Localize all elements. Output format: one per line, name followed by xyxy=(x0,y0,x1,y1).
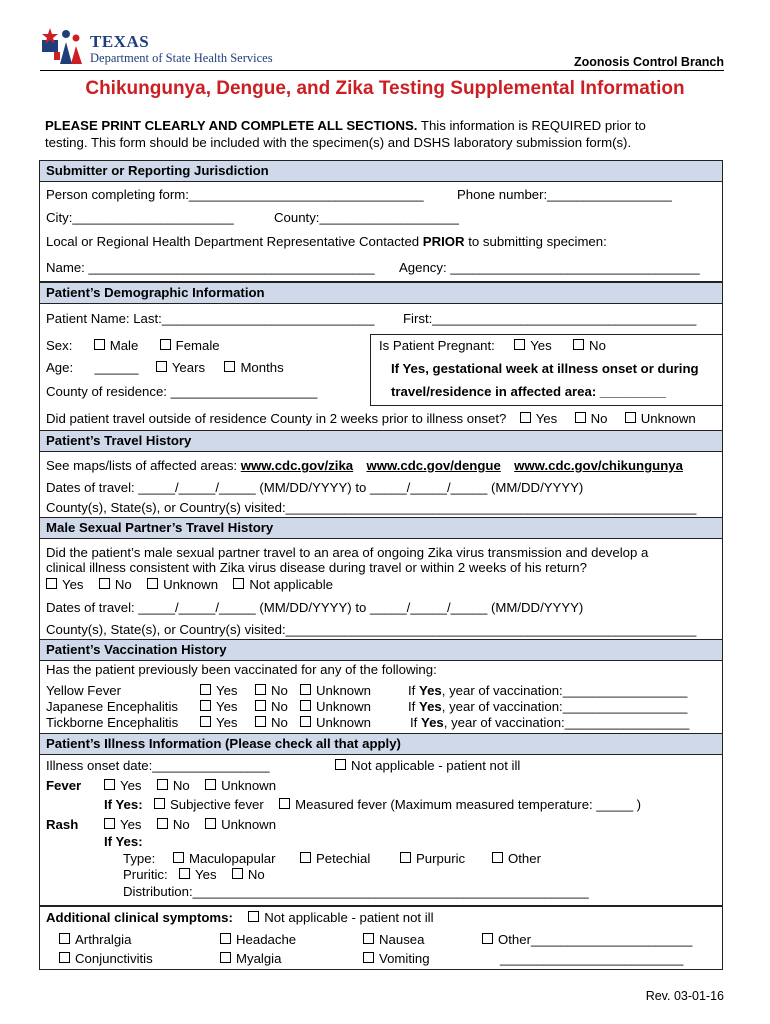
dshs-logo xyxy=(40,22,340,70)
headache-checkbox[interactable] xyxy=(220,933,231,944)
vaccine-unknown-label: Unknown xyxy=(316,683,371,698)
rash-type-label: Type: xyxy=(123,851,156,866)
section-partner: Male Sexual Partner’s Travel History xyxy=(39,517,723,539)
years-label: Years xyxy=(171,360,206,375)
county-field[interactable]: County:___________________ xyxy=(274,210,459,225)
fever-detail-row xyxy=(104,797,641,812)
illness-onset-field[interactable]: Illness onset date:________________ xyxy=(46,758,270,773)
purpuric-label: Purpuric xyxy=(416,851,466,866)
local-contact-pre: Local or Regional Health Department Representative Contacted xyxy=(46,234,423,249)
section-illness: Patient’s Illness Information (Please check all that apply) xyxy=(39,733,723,755)
partner-unknown-checkbox[interactable] xyxy=(147,578,158,589)
section-travel: Patient’s Travel History xyxy=(39,430,723,452)
partner-yes-checkbox[interactable] xyxy=(46,578,57,589)
vaccine-yes-checkbox[interactable] xyxy=(200,700,211,711)
months-checkbox[interactable] xyxy=(224,361,235,372)
pruritic-no-label: No xyxy=(247,867,265,882)
instructions xyxy=(45,117,646,151)
vaccine-no-checkbox[interactable] xyxy=(255,700,266,711)
symptom-other-line-field[interactable]: _________________________ xyxy=(500,951,684,966)
vaccine-yes-checkbox[interactable] xyxy=(200,716,211,727)
patient-first-name-field[interactable]: First:____________________________________ xyxy=(403,311,697,326)
dengue-link[interactable]: www.cdc.gov/dengue xyxy=(366,458,501,473)
partner-na-checkbox[interactable] xyxy=(233,578,244,589)
vaccine-year-field[interactable]: If Yes, year of vaccination:_________________ xyxy=(410,715,690,730)
age-input[interactable]: ______ xyxy=(94,360,139,375)
partner-question xyxy=(46,545,648,575)
symptom-other-field[interactable] xyxy=(482,932,692,947)
vaccine-name: Japanese Encephalitis xyxy=(46,699,178,714)
vaccine-unknown-label: Unknown xyxy=(316,699,371,714)
pruritic-row xyxy=(123,867,265,882)
branch-name: Zoonosis Control Branch xyxy=(574,55,724,69)
zika-link[interactable]: www.cdc.gov/zika xyxy=(240,458,354,473)
travel-unknown-checkbox[interactable] xyxy=(625,412,636,423)
fever-label: Fever xyxy=(46,778,82,793)
male-label: Male xyxy=(109,338,139,353)
male-checkbox[interactable] xyxy=(94,339,105,350)
travel-unknown-label: Unknown xyxy=(640,411,696,426)
vaccine-yes-label: Yes xyxy=(216,699,238,714)
age-row xyxy=(46,360,284,375)
rash-no-checkbox[interactable] xyxy=(157,818,168,829)
person-completing-field[interactable]: Person completing form:________________________________ xyxy=(46,187,424,202)
local-contact-text xyxy=(46,234,607,249)
illness-na-label: Not applicable - patient not ill xyxy=(351,758,521,773)
vaccine-year-field[interactable]: If Yes, year of vaccination:_________________ xyxy=(408,699,688,714)
page-title: Chikungunya, Dengue, and Zika Testing Supplemental Information xyxy=(85,78,685,99)
affected-areas-label: See maps/lists of affected areas: xyxy=(46,458,238,473)
partner-unknown-label: Unknown xyxy=(163,577,219,592)
travel-dates-field[interactable]: Dates of travel: _____/_____/_____ (MM/DD/YYYY) to _____/_____/_____ (MM/DD/YYYY) xyxy=(46,480,584,495)
local-contact-post: to submitting specimen: xyxy=(464,234,607,249)
headache-label: Headache xyxy=(236,932,297,947)
agency-field[interactable]: Agency: __________________________________ xyxy=(399,260,700,275)
sex-row xyxy=(46,338,220,353)
measured-fever-label: Measured fever (Maximum measured temperature: _____ ) xyxy=(295,797,642,812)
travel-yes-label: Yes xyxy=(535,411,558,426)
symptoms-header-row xyxy=(46,910,434,925)
logo-dept-text: Department of State Health Services xyxy=(90,51,273,65)
rash-unknown-label: Unknown xyxy=(221,817,277,832)
female-checkbox[interactable] xyxy=(160,339,171,350)
local-contact-bold: PRIOR xyxy=(422,234,465,249)
travel-no-label: No xyxy=(590,411,608,426)
pruritic-no-checkbox[interactable] xyxy=(232,868,243,879)
vaccine-name: Yellow Fever xyxy=(46,683,122,698)
revision-date: Rev. 03-01-16 xyxy=(645,989,724,1003)
partner-question-line2: clinical illness consistent with Zika virus disease during travel or within 2 weeks of his return? xyxy=(46,560,587,575)
partner-dates-field[interactable]: Dates of travel: _____/_____/_____ (MM/DD/YYYY) to _____/_____/_____ (MM/DD/YYYY) xyxy=(46,600,584,615)
partner-no-checkbox[interactable] xyxy=(99,578,110,589)
rep-name-field[interactable]: Name: _______________________________________ xyxy=(46,260,375,275)
pregnant-label: Is Patient Pregnant: xyxy=(379,338,495,353)
vomiting-checkbox[interactable] xyxy=(363,952,374,963)
myalgia-checkbox[interactable] xyxy=(220,952,231,963)
arthralgia-checkbox[interactable] xyxy=(59,933,70,944)
header-rule xyxy=(40,70,724,71)
measured-fever-checkbox[interactable] xyxy=(279,798,290,809)
section-vaccination: Patient’s Vaccination History xyxy=(39,639,723,661)
fever-no-checkbox[interactable] xyxy=(157,779,168,790)
vaccine-unknown-checkbox[interactable] xyxy=(300,716,311,727)
rash-options-row xyxy=(104,817,276,832)
subjective-fever-label: Subjective fever xyxy=(169,797,264,812)
myalgia-label: Myalgia xyxy=(236,951,282,966)
pruritic-yes-checkbox[interactable] xyxy=(179,868,190,879)
petechial-label: Petechial xyxy=(316,851,371,866)
fever-yes-checkbox[interactable] xyxy=(104,779,115,790)
travel-outside-question: Did patient travel outside of residence County in 2 weeks prior to illness onset? xyxy=(46,411,507,426)
conjunctivitis-label: Conjunctivitis xyxy=(75,951,153,966)
rash-other-checkbox[interactable] xyxy=(492,852,503,863)
section-submitter: Submitter or Reporting Jurisdiction xyxy=(39,160,723,182)
section-demographic: Patient’s Demographic Information xyxy=(39,282,723,304)
fever-yes-label: Yes xyxy=(120,778,142,793)
patient-last-name-field[interactable]: Patient Name: Last:_____________________________ xyxy=(46,311,375,326)
partner-question-line1: Did the patient’s male sexual partner travel to an area of ongoing Zika virus transmission and develop a xyxy=(46,545,649,560)
vaccine-yes-label: Yes xyxy=(216,715,238,730)
fever-unknown-label: Unknown xyxy=(221,778,277,793)
symptoms-na-label: Not applicable - patient not ill xyxy=(264,910,434,925)
fever-if-yes-label: If Yes: xyxy=(104,797,143,812)
years-checkbox[interactable] xyxy=(156,361,167,372)
maculopapular-label: Maculopapular xyxy=(189,851,276,866)
nausea-label: Nausea xyxy=(379,932,425,947)
vomiting-label: Vomiting xyxy=(379,951,430,966)
partner-no-label: No xyxy=(114,577,132,592)
gestational-week-field[interactable]: travel/residence in affected area: _________ xyxy=(391,384,666,399)
affected-areas-row xyxy=(46,458,683,473)
pregnant-yes-label: Yes xyxy=(530,338,552,353)
instructions-line2: testing. This form should be included with the specimen(s) and DSHS laboratory submission form(s). xyxy=(45,135,632,150)
purpuric-checkbox[interactable] xyxy=(400,852,411,863)
rash-label: Rash xyxy=(46,817,79,832)
fever-no-label: No xyxy=(172,778,190,793)
vaccine-yes-checkbox[interactable] xyxy=(200,684,211,695)
texas-star-people-icon xyxy=(40,24,88,68)
vaccine-name: Tickborne Encephalitis xyxy=(46,715,179,730)
symptom-other-label: Other______________________ xyxy=(498,932,693,947)
pregnant-row xyxy=(379,338,606,353)
vaccination-question: Has the patient previously been vaccinated for any of the following: xyxy=(46,662,437,677)
sex-label: Sex: xyxy=(46,338,73,353)
illness-na-row xyxy=(335,758,520,773)
age-label: Age: xyxy=(46,360,74,375)
arthralgia-label: Arthralgia xyxy=(75,932,132,947)
vaccine-unknown-checkbox[interactable] xyxy=(300,684,311,695)
symptoms-label: Additional clinical symptoms: xyxy=(46,910,233,925)
travel-outside-row xyxy=(46,411,696,426)
pregnant-no-checkbox[interactable] xyxy=(573,339,584,350)
rash-yes-checkbox[interactable] xyxy=(104,818,115,829)
subjective-fever-checkbox[interactable] xyxy=(154,798,165,809)
rash-other-label: Other xyxy=(508,851,541,866)
county-residence-field[interactable]: County of residence: ____________________ xyxy=(46,384,318,399)
vaccine-unknown-label: Unknown xyxy=(316,715,371,730)
pruritic-label: Pruritic: xyxy=(123,867,168,882)
rash-yes-label: Yes xyxy=(120,817,142,832)
partner-options-row xyxy=(46,577,333,592)
distribution-field[interactable]: Distribution:______________________________________________________ xyxy=(123,884,589,899)
illness-na-checkbox[interactable] xyxy=(335,759,346,770)
travel-countries-field[interactable]: County(s), State(s), or Country(s) visited:________________________________________________________ xyxy=(46,500,697,515)
partner-na-label: Not applicable xyxy=(249,577,333,592)
rash-if-yes-label: If Yes: xyxy=(104,834,143,849)
rash-no-label: No xyxy=(172,817,190,832)
city-field[interactable]: City:______________________ xyxy=(46,210,234,225)
vaccine-year-field[interactable]: If Yes, year of vaccination:_________________ xyxy=(408,683,688,698)
rash-unknown-checkbox[interactable] xyxy=(205,818,216,829)
vaccine-no-label: No xyxy=(271,715,288,730)
travel-yes-checkbox[interactable] xyxy=(520,412,531,423)
instructions-bold: PLEASE PRINT CLEARLY AND COMPLETE ALL SECTIONS. xyxy=(45,118,418,133)
nausea-checkbox[interactable] xyxy=(363,933,374,944)
vaccine-no-label: No xyxy=(271,699,288,714)
vaccine-no-label: No xyxy=(271,683,288,698)
pregnant-no-label: No xyxy=(589,338,606,353)
vaccine-yes-label: Yes xyxy=(216,683,238,698)
petechial-checkbox[interactable] xyxy=(300,852,311,863)
symptom-other-checkbox[interactable] xyxy=(482,933,493,944)
fever-unknown-checkbox[interactable] xyxy=(205,779,216,790)
gestational-week-text: If Yes, gestational week at illness onset or during xyxy=(391,361,699,376)
vaccine-unknown-checkbox[interactable] xyxy=(300,700,311,711)
fever-options-row xyxy=(104,778,276,793)
pruritic-yes-label: Yes xyxy=(195,867,217,882)
partner-countries-field[interactable]: County(s), State(s), or Country(s) visited:________________________________________________________ xyxy=(46,622,697,637)
pregnant-yes-checkbox[interactable] xyxy=(514,339,525,350)
chikungunya-link[interactable]: www.cdc.gov/chikungunya xyxy=(514,458,683,473)
symptoms-na-checkbox[interactable] xyxy=(248,911,259,922)
phone-field[interactable]: Phone number:_________________ xyxy=(457,187,672,202)
maculopapular-checkbox[interactable] xyxy=(173,852,184,863)
vaccine-no-checkbox[interactable] xyxy=(255,716,266,727)
logo-state-text: TEXAS xyxy=(90,32,150,51)
months-label: Months xyxy=(240,360,284,375)
conjunctivitis-checkbox[interactable] xyxy=(59,952,70,963)
travel-no-checkbox[interactable] xyxy=(575,412,586,423)
female-label: Female xyxy=(175,338,220,353)
vaccine-no-checkbox[interactable] xyxy=(255,684,266,695)
instructions-text: This information is REQUIRED prior to xyxy=(417,118,646,133)
partner-yes-label: Yes xyxy=(62,577,84,592)
